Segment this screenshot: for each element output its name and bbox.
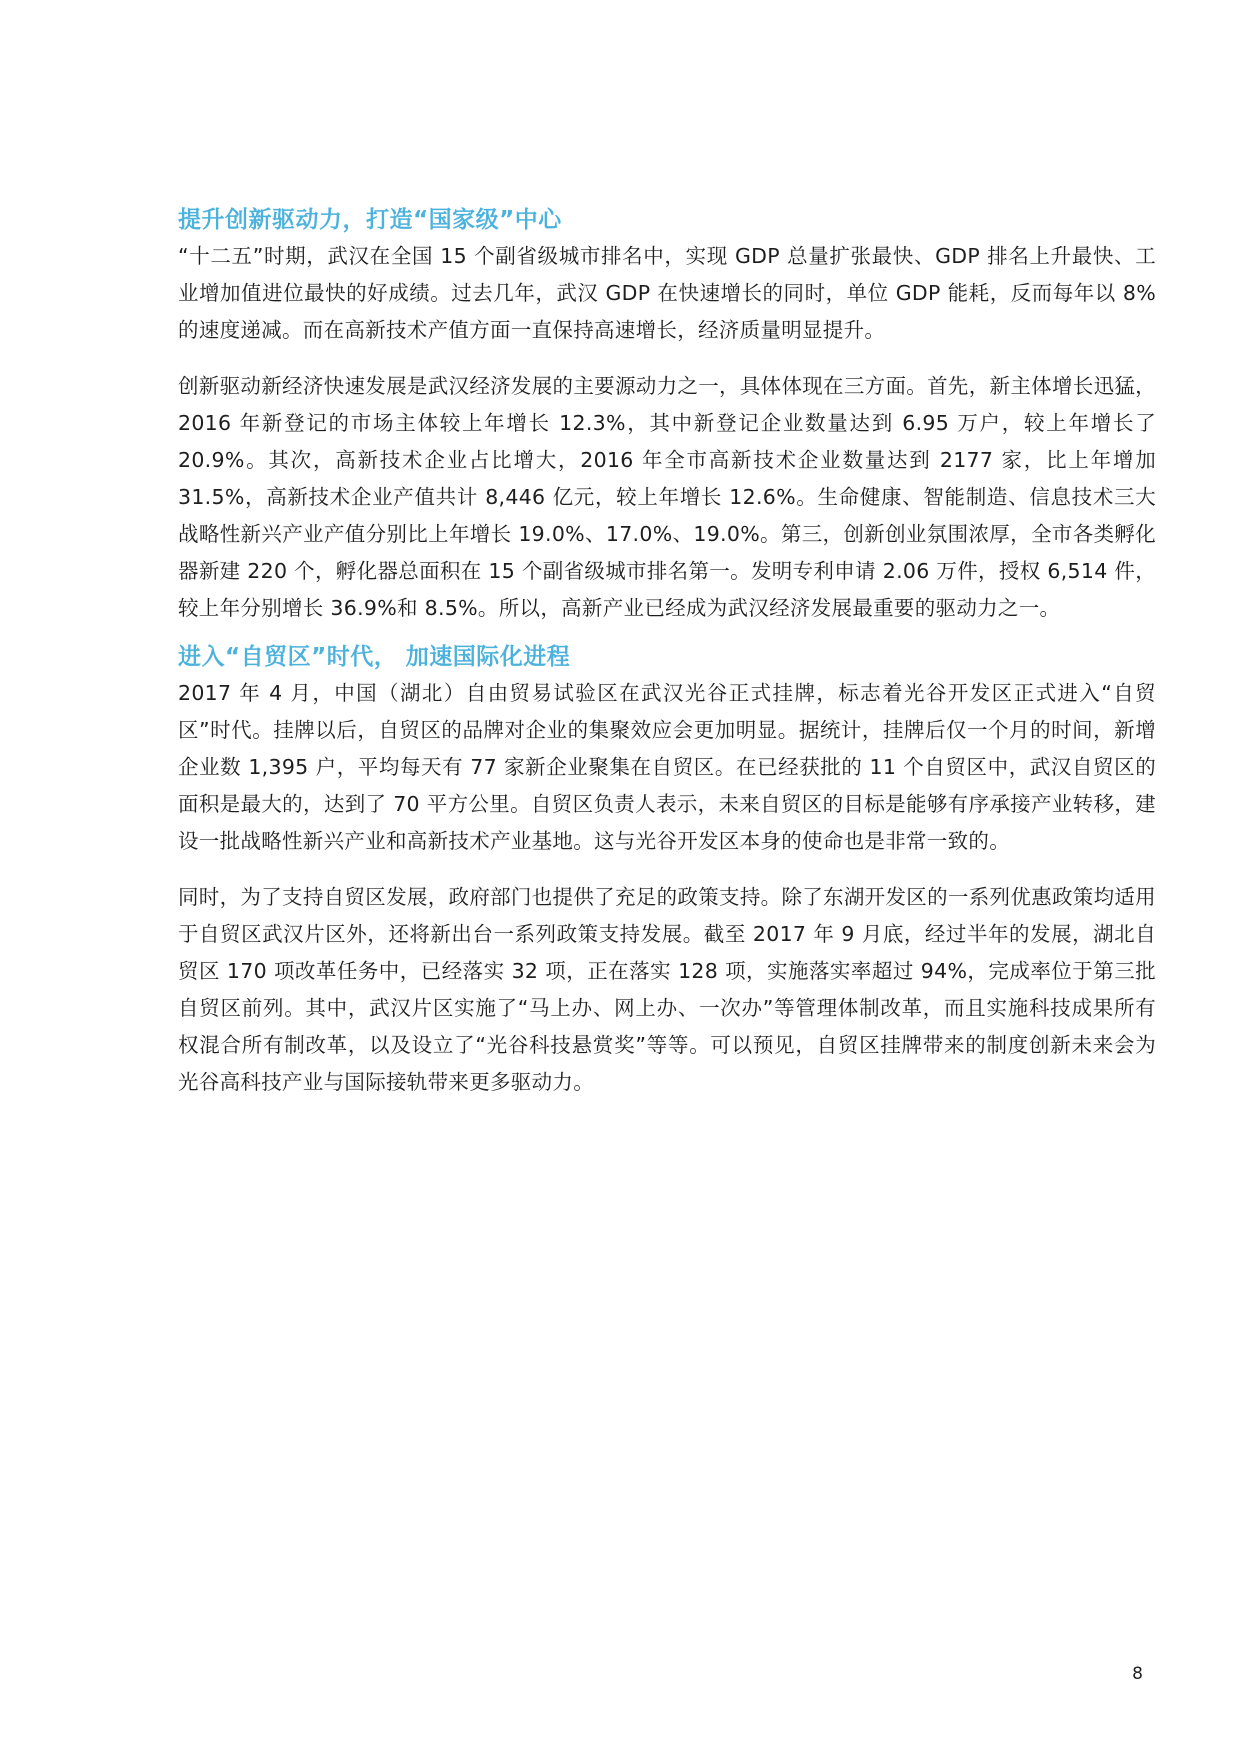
- page-number: 8: [1132, 1664, 1143, 1684]
- document-body: [178, 203, 1156, 1101]
- paragraph-twelfth-five-year: “十二五”时期，武汉在全国 15 个副省级城市排名中，实现 GDP 总量扩张最快、GDP 排名上升最快、工业增加值进位最快的好成绩。过去几年，武汉 GDP 在快速增长的同时，单位 GDP 能耗，反而每年以 8%的速度递减。而在高新技术产值方面一直保持高速增长，经济质量明显提升。: [178, 244, 1156, 342]
- paragraph-innovation-drivers: 创新驱动新经济快速发展是武汉经济发展的主要源动力之一，具体体现在三方面。首先，新主体增长迅猛，2016 年新登记的市场主体较上年增长 12.3%，其中新登记企业数量达到 6.95 万户，较上年增长了 20.9%。其次，高新技术企业占比增大，2016 年全市高新技术企业数量达到 2177 家，比上年增加 31.5%，高新技术企业产值共计 8,446 亿元，较上年增长 12.6%。生命健康、智能制造、信息技术三大战略性新兴产业产值分别比上年增长 19.0%、17.0%、19.0%。第三，创新创业氛围浓厚，全市各类孵化器新建 220 个，孵化器总面积在 15 个副省级城市排名第一。发明专利申请 2.06 万件，授权 6,514 件，较上年分别增长 36.9%和 8.5%。所以，高新产业已经成为武汉经济发展最重要的驱动力之一。: [178, 374, 1156, 620]
- section-heading-innovation: 提升创新驱动力，打造“国家级”中心: [178, 207, 562, 233]
- paragraph-policy-support: 同时，为了支持自贸区发展，政府部门也提供了充足的政策支持。除了东湖开发区的一系列优惠政策均适用于自贸区武汉片区外，还将新出台一系列政策支持发展。截至 2017 年 9 月底，经过半年的发展，湖北自贸区 170 项改革任务中，已经落实 32 项，正在落实 128 项，实施落实率超过 94%，完成率位于第三批自贸区前列。其中，武汉片区实施了“马上办、网上办、一次办”等管理体制改革，而且实施科技成果所有权混合所有制改革，以及设立了“光谷科技悬赏奖”等等。可以预见，自贸区挂牌带来的制度创新未来会为光谷高科技产业与国际接轨带来更多驱动力。: [178, 885, 1156, 1094]
- paragraph-free-trade-zone-launch: 2017 年 4 月，中国（湖北）自由贸易试验区在武汉光谷正式挂牌，标志着光谷开发区正式进入“自贸区”时代。挂牌以后，自贸区的品牌对企业的集聚效应会更加明显。据统计，挂牌后仅一个月的时间，新增企业数 1,395 户，平均每天有 77 家新企业聚集在自贸区。在已经获批的 11 个自贸区中，武汉自贸区的面积是最大的，达到了 70 平方公里。自贸区负责人表示，未来自贸区的目标是能够有序承接产业转移，建设一批战略性新兴产业和高新技术产业基地。这与光谷开发区本身的使命也是非常一致的。: [178, 681, 1156, 853]
- section-heading-free-trade-zone: 进入“自贸区”时代， 加速国际化进程: [178, 644, 571, 670]
